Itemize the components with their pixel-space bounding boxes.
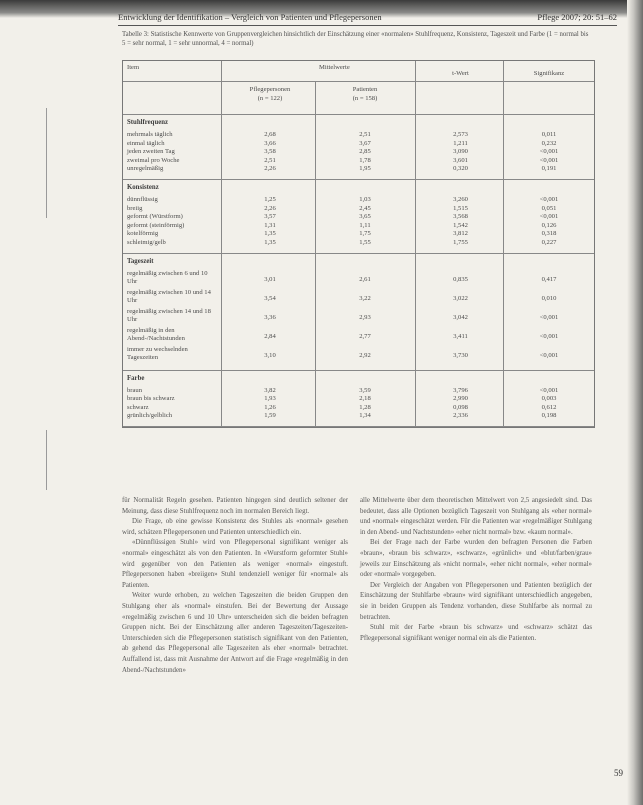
body-paragraph: Bei der Frage nach der Farbe wurden den befragten Personen die Farben «braun», «braun bis schwarz», «schwarz», «grünlich» und «blut/farben/grau» jeweils zur Einschätzung als «nicht normal», «eher nicht normal», «eher normal» oder «normal» vorgegeben. — [360, 539, 592, 579]
column-rule — [415, 61, 416, 427]
table-row — [123, 412, 594, 421]
row-t-value: 3,260 — [453, 195, 468, 203]
row-item: geformt (steinförmig) — [127, 221, 185, 229]
table-row — [123, 205, 594, 214]
table-row — [123, 308, 594, 327]
row-significance: 0,232 — [541, 139, 557, 147]
row-t-value: 3,601 — [453, 156, 468, 164]
row-significance: 0,126 — [541, 221, 557, 229]
row-t-value: 3,812 — [453, 230, 468, 238]
row-significance: <0,001 — [539, 313, 559, 321]
scan-right-edge — [627, 0, 643, 805]
section-title-text: Tageszeit — [127, 257, 154, 265]
section-title — [123, 115, 594, 131]
row-t-value: 0,098 — [453, 403, 468, 411]
running-head-rule — [118, 25, 617, 26]
running-head-title: Entwicklung der Identifikation – Vergleich von Patienten und Pflegepersonen — [118, 12, 382, 22]
row-t-value: 3,042 — [453, 313, 468, 321]
row-nurse-mean: 3,58 — [264, 148, 276, 156]
row-patient-mean: 2,61 — [359, 275, 371, 283]
row-t-value: 2,573 — [453, 131, 468, 138]
row-nurse-mean: 1,26 — [264, 403, 276, 411]
column-rule — [315, 81, 316, 427]
row-item: regelmäßig zwischen 14 und 18 Uhr — [127, 307, 211, 323]
table-row — [123, 148, 594, 157]
row-significance: 0,011 — [541, 131, 557, 138]
table-caption: Tabelle 3: Statistische Kennwerte von Gruppenvergleichen hinsichtlich der Einschätzung einer «normalen» Stuhlfrequenz, Konsistenz, Tageszeit und Farbe (1 = normal bis 5 = sehr normal, 1 = sehr unnormal, 4 = normal) — [122, 31, 589, 47]
table-row — [123, 213, 594, 222]
row-t-value: 0,320 — [453, 165, 468, 173]
table-row — [123, 230, 594, 239]
row-nurse-mean: 2,51 — [264, 156, 276, 164]
head-means: Mittelwerte — [319, 64, 350, 71]
row-t-value: 3,730 — [453, 351, 468, 359]
section-title — [123, 180, 594, 196]
table-row — [123, 165, 594, 174]
head-patients: Patienten — [352, 86, 378, 93]
body-paragraph: Weiter wurde erhoben, zu welchen Tageszeiten die beiden Gruppen den Stuhlgang eher als «normal» einstufen. Bei der Bewertung der Aussage «regelmäßig zwischen 6 und 10 Uhr» unterscheiden sich die beiden befragten Gruppen nicht. Bei der Einschätzung aller anderen Tageszeiten/Tageszeiten-Unterschieden sich die Pflegepersonen statistisch signifikant von den Patienten, ab gehend das Pflegepersonal alle Tageszeiten als eher «normal» betrachtet. Auffallend ist, dass mit Ausnahme der Antwort auf die Frage «regelmäßig in den Abend-/Nachtstunden» — [122, 592, 348, 674]
head-significance: Signifikanz — [533, 70, 565, 77]
head-item: Item — [127, 64, 140, 71]
results-table — [122, 60, 595, 428]
row-t-value: 1,542 — [453, 221, 468, 229]
row-item: braun bis schwarz — [127, 395, 175, 403]
row-patient-mean: 1,95 — [359, 165, 371, 173]
row-item: schwarz — [127, 403, 149, 411]
row-nurse-mean: 2,84 — [264, 332, 276, 340]
row-item: grünlich/gelblich — [127, 412, 173, 420]
row-significance: <0,001 — [539, 351, 559, 359]
row-significance: 0,198 — [541, 412, 557, 420]
row-item: braun — [127, 386, 143, 394]
row-patient-mean: 2,51 — [359, 131, 371, 138]
row-item: geformt (Würstform) — [127, 213, 183, 221]
row-t-value: 1,755 — [453, 238, 468, 246]
body-column-right — [360, 496, 592, 644]
row-patient-mean: 1,55 — [359, 238, 371, 246]
row-nurse-mean: 1,59 — [264, 412, 276, 420]
row-significance: 0,051 — [541, 204, 557, 212]
body-paragraph: alle Mittelwerte über dem theoretischen Mittelwert von 2,5 angesiedelt sind. Das bedeutet, dass alle Optionen bezüglich Tageszeit von Stuhlgang als «eher normal» und «normal» eingeschätzt werden. Für die Patienten war «regelmäßiger Stuhlgang in den Abend- und Nachtstunden» «eher nicht normal» bzw. «kaum normal». — [360, 497, 592, 536]
row-significance: 0,003 — [541, 395, 557, 403]
row-item: dünnflüssig — [127, 195, 158, 203]
section-title — [123, 254, 594, 270]
table-body — [123, 115, 594, 427]
head-patients-n: (n = 158) — [352, 95, 378, 102]
row-nurse-mean: 3,82 — [264, 386, 276, 394]
row-nurse-mean: 1,93 — [264, 395, 276, 403]
row-nurse-mean: 3,54 — [264, 294, 276, 302]
row-item: mehrmals täglich — [127, 131, 173, 138]
row-patient-mean: 2,45 — [359, 204, 371, 212]
row-item: immer zu wechselnden Tageszeiten — [127, 345, 188, 361]
table-row — [123, 131, 594, 140]
row-significance: <0,001 — [539, 213, 559, 221]
row-t-value: 3,796 — [453, 386, 468, 394]
row-item: jeden zweiten Tag — [127, 148, 175, 156]
row-t-value: 0,835 — [453, 275, 468, 283]
row-nurse-mean: 1,35 — [264, 230, 276, 238]
column-rule — [221, 61, 222, 427]
table-row — [123, 157, 594, 166]
body-paragraph: «Dünnflüssigen Stuhl» wird von Pflegepersonal signifikant weniger als «normal» eingeschätzt als von den Patienten. In «Wurstform geformter Stuhl» wird gegenüber von den Patienten als weniger «normal» eingestuft. Pflegepersonen haben «breiigen» Stuhl tendenziell weniger für «normal» als Patienten. — [122, 539, 348, 589]
row-patient-mean: 1,78 — [359, 156, 371, 164]
row-item: einmal täglich — [127, 139, 165, 147]
row-nurse-mean: 3,10 — [264, 351, 276, 359]
table-row — [123, 289, 594, 308]
row-item: regelmäßig zwischen 6 und 10 Uhr — [127, 269, 208, 285]
head-nurses: Pflegepersonen — [249, 86, 291, 93]
row-significance: 0,318 — [541, 230, 557, 238]
table-row — [123, 395, 594, 404]
row-t-value: 1,211 — [453, 139, 468, 147]
table-row — [123, 222, 594, 231]
row-nurse-mean: 1,25 — [264, 195, 276, 203]
row-nurse-mean: 3,36 — [264, 313, 276, 321]
row-significance: 0,191 — [541, 165, 557, 173]
row-nurse-mean: 1,31 — [264, 221, 276, 229]
table-row — [123, 270, 594, 289]
row-significance: 0,417 — [541, 275, 557, 283]
row-item: unregelmäßig — [127, 165, 164, 173]
row-patient-mean: 1,28 — [359, 403, 371, 411]
row-item: kotelförmig — [127, 230, 159, 238]
row-t-value: 3,411 — [453, 332, 468, 340]
row-t-value: 3,090 — [453, 148, 468, 156]
margin-mark — [46, 430, 47, 490]
row-patient-mean: 1,03 — [359, 195, 371, 203]
row-patient-mean: 1,34 — [359, 412, 371, 420]
row-patient-mean: 1,11 — [359, 221, 371, 229]
table-row — [123, 346, 594, 365]
row-item: regelmäßig zwischen 10 und 14 Uhr — [127, 288, 211, 304]
row-item: zweimal pro Woche — [127, 156, 180, 164]
section-title — [123, 371, 594, 387]
row-nurse-mean: 3,66 — [264, 139, 276, 147]
row-patient-mean: 3,67 — [359, 139, 371, 147]
row-patient-mean: 3,59 — [359, 386, 371, 394]
row-item: schleimig/gelb — [127, 238, 166, 246]
row-patient-mean: 2,18 — [359, 395, 371, 403]
table-row — [123, 239, 594, 248]
section-title-text: Konsistenz — [127, 183, 159, 191]
section-title-text: Stuhlfrequenz — [127, 119, 169, 126]
row-patient-mean: 2,92 — [359, 351, 371, 359]
row-patient-mean: 3,22 — [359, 294, 371, 302]
row-t-value: 3,568 — [453, 213, 468, 221]
table-row — [123, 404, 594, 413]
row-patient-mean: 2,85 — [359, 148, 371, 156]
row-significance: <0,001 — [539, 156, 559, 164]
row-item: breiig — [127, 204, 143, 212]
table-row — [123, 387, 594, 396]
body-paragraph: Stuhl mit der Farbe «braun bis schwarz» und «schwarz» schätzt das Pflegepersonal signifikant weniger normal ein als die Patienten. — [360, 624, 592, 642]
body-paragraph: Die Frage, ob eine gewisse Konsistenz des Stuhles als «normal» gesehen wird, schätzen Pflegepersonen und Patienten unterschiedlich ein. — [122, 518, 348, 536]
row-significance: 0,227 — [541, 238, 557, 246]
row-nurse-mean: 3,01 — [264, 275, 276, 283]
body-column-left — [122, 496, 348, 676]
row-item: regelmäßig in den Abend-/Nachtstunden — [127, 326, 185, 342]
row-nurse-mean: 3,57 — [264, 213, 276, 221]
row-significance: 0,010 — [541, 294, 557, 302]
table-row — [123, 327, 594, 346]
table-subhead-row — [123, 70, 594, 115]
body-paragraph: für Normalität Regeln gesehen. Patienten hingegen sind deutlich seltener der Meinung, dass diese Stuhlfrequenz noch im normalen Bereich liegt. — [122, 497, 348, 515]
row-nurse-mean: 2,26 — [264, 165, 276, 173]
row-patient-mean: 2,93 — [359, 313, 371, 321]
row-significance: 0,612 — [541, 403, 557, 411]
section-title-text: Farbe — [127, 374, 145, 382]
row-nurse-mean: 2,68 — [264, 131, 276, 138]
row-t-value: 2,990 — [453, 395, 468, 403]
row-t-value: 2,336 — [453, 412, 468, 420]
row-nurse-mean: 2,26 — [264, 204, 276, 212]
head-t-value: t-Wert — [452, 70, 469, 77]
column-rule — [503, 61, 504, 427]
page-number: 59 — [614, 768, 623, 778]
margin-mark — [46, 108, 47, 218]
running-head-journal: Pflege 2007; 20: 51–62 — [537, 12, 617, 22]
row-significance: <0,001 — [539, 148, 559, 156]
table-row — [123, 196, 594, 205]
row-patient-mean: 3,65 — [359, 213, 371, 221]
head-nurses-n: (n = 122) — [257, 95, 283, 102]
table-row — [123, 140, 594, 149]
row-significance: <0,001 — [539, 332, 559, 340]
row-patient-mean: 2,77 — [359, 332, 371, 340]
running-head — [118, 12, 617, 25]
body-paragraph: Der Vergleich der Angaben von Pflegepersonen und Patienten bezüglich der Einschätzung der Stuhlfarbe «braun» wird signifikant unterschiedlich angegeben, sie in beiden Gruppen als Tendenz vorhanden, diese Stuhlfarbe als normal zu betrachten. — [360, 581, 592, 621]
row-significance: <0,001 — [539, 386, 559, 394]
row-significance: <0,001 — [539, 195, 559, 203]
row-t-value: 1,515 — [453, 204, 468, 212]
row-nurse-mean: 1,35 — [264, 238, 276, 246]
section-rule — [123, 421, 594, 427]
row-patient-mean: 1,75 — [359, 230, 371, 238]
row-t-value: 3,022 — [453, 294, 468, 302]
